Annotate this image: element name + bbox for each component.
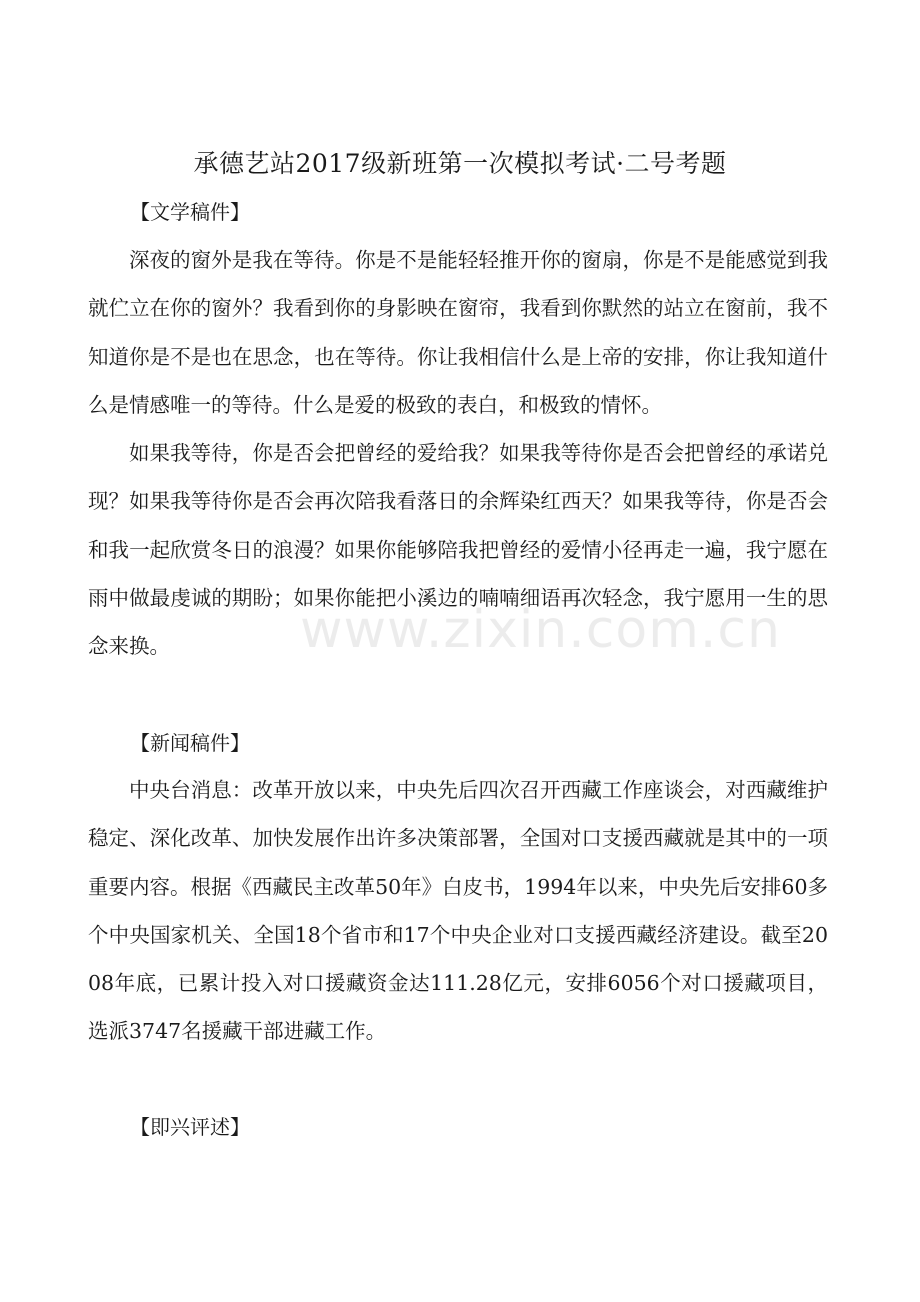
section-heading-commentary: 【即兴评述】 — [130, 1115, 250, 1139]
news-paragraph-1: 中央台消息：改革开放以来，中央先后四次召开西藏工作座谈会，对西藏维护稳定、深化改革、加快发展作出许多决策部署，全国对口支援西藏就是其中的一项重要内容。根据《西藏民主改革50年》白皮书，1994年以来，中央先后安排60多个中央国家机关、全国18个省市和17个中央企业对口支援西藏经济建设。截至2008年底，已累计投入对口援藏资金达111.28亿元，安排6056个对口援藏项目，选派3747名援藏干部进藏工作。 — [88, 778, 828, 1044]
section-heading-literary: 【文学稿件】 — [130, 200, 250, 224]
literary-paragraph-2: 如果我等待，你是否会把曾经的爱给我？如果我等待你是否会把曾经的承诺兑现？如果我等待你是否会再次陪我看落日的余辉染红西天？如果我等待，你是否会和我一起欣赏冬日的浪漫？如果你能够陪我把曾经的爱情小径再走一遍，我宁愿在雨中做最虔诚的期盼；如果你能把小溪边的喃喃细语再次轻念，我宁愿用一生的思念来换。 — [88, 441, 828, 659]
watermark-text: www.zixin.com.cn — [300, 600, 781, 660]
document-title: 承德艺站2017级新班第一次模拟考试·二号考题 — [193, 149, 727, 178]
section-heading-news: 【新闻稿件】 — [130, 731, 250, 755]
literary-paragraph-1: 深夜的窗外是我在等待。你是不是能轻轻推开你的窗扇，你是不是能感觉到我就伫立在你的窗外？我看到你的身影映在窗帘，我看到你默然的站立在窗前，我不知道你是不是也在思念，也在等待。你让我相信什么是上帝的安排，你让我知道什么是情感唯一的等待。什么是爱的极致的表白，和极致的情怀。 — [88, 248, 828, 417]
